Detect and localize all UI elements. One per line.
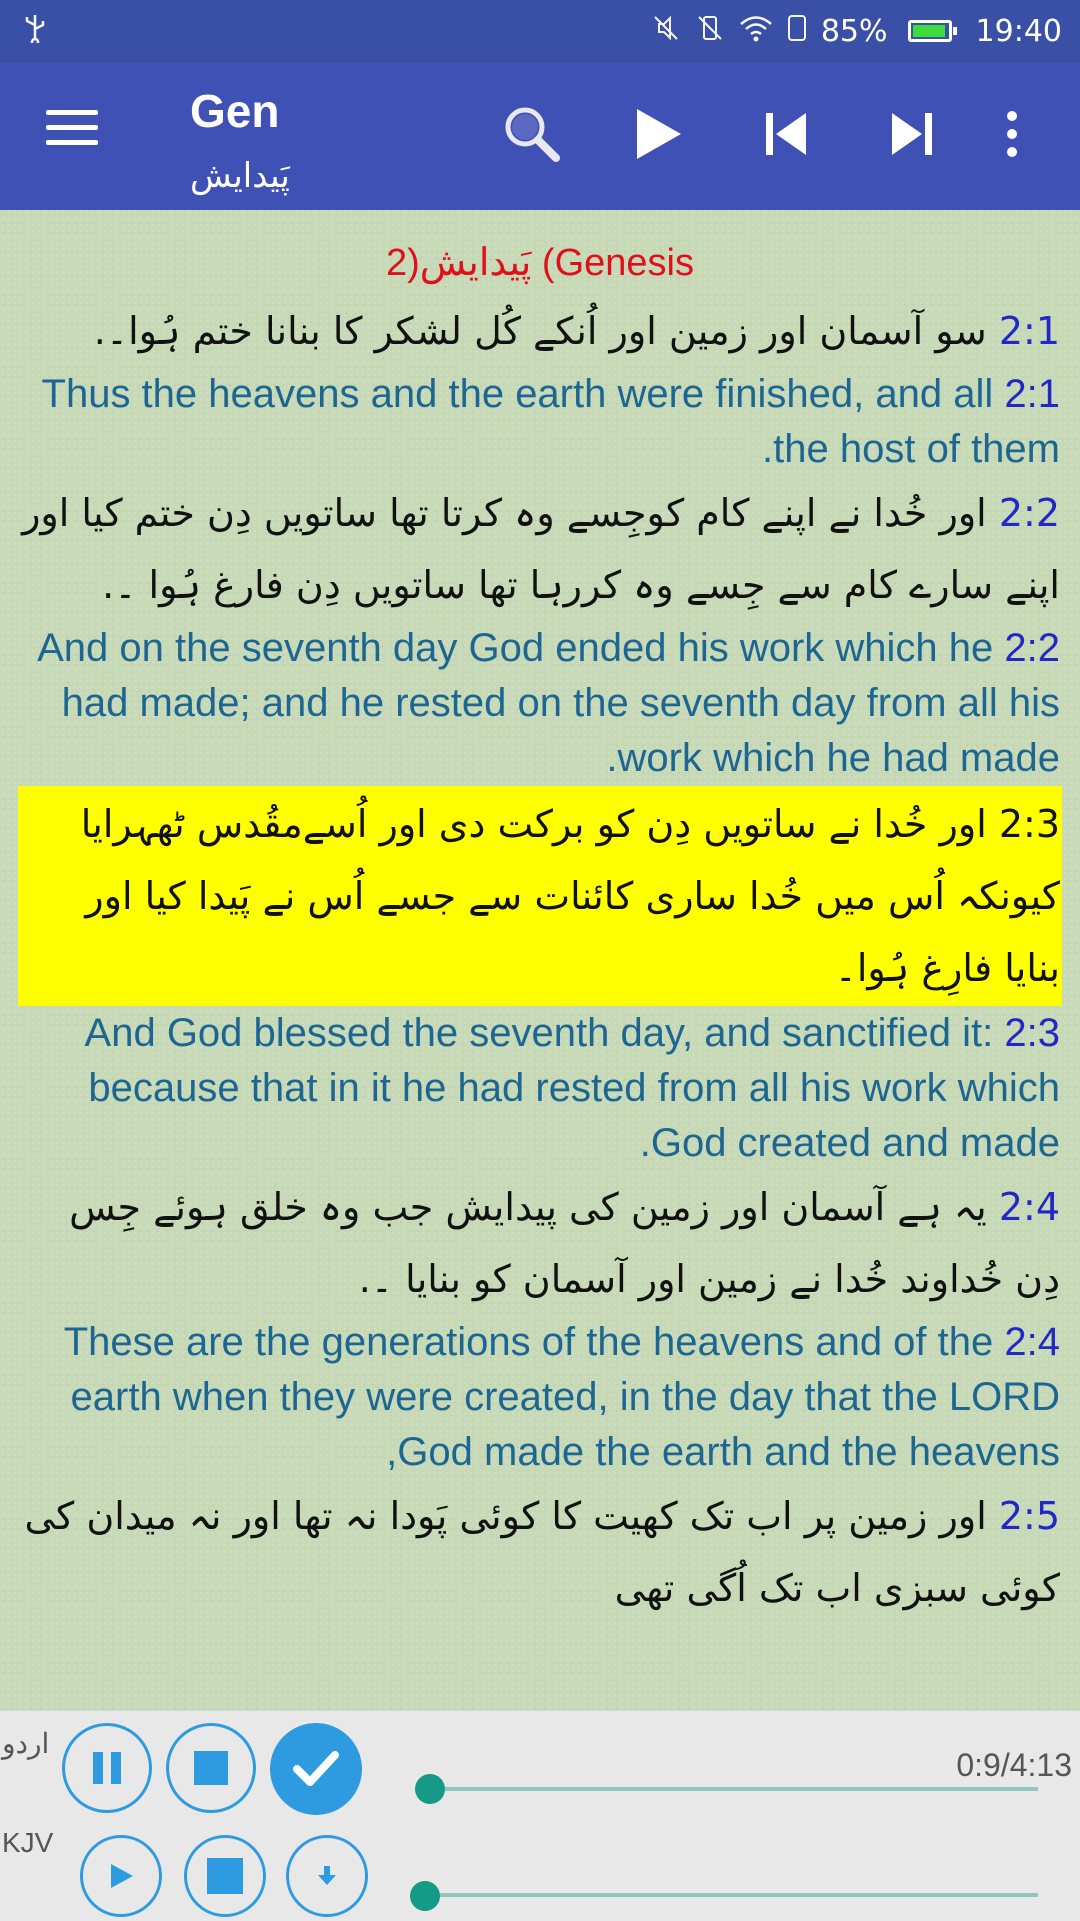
verse-urdu-text: یہ ہے آسمان اور زمین کی پیدایش جب وہ خلق ہوئے جِس دِن خُداوند خُدا نے زمین اور آسمان کو بنایا ۔. (69, 1185, 1060, 1301)
confirm-button[interactable] (270, 1723, 362, 1815)
play-icon[interactable] (626, 102, 690, 166)
pause-button[interactable] (62, 1723, 152, 1813)
battery-icon (908, 20, 952, 42)
check-icon (293, 1749, 339, 1789)
book-title: Gen (190, 85, 280, 137)
menu-button[interactable] (46, 110, 98, 150)
verse-ref: 2:2 (998, 491, 1060, 535)
wifi-icon (739, 13, 773, 50)
verse-english-text: Thus the heavens and the earth were finished, and all the host of them. (41, 372, 1060, 471)
seek-thumb-urdu[interactable] (415, 1774, 445, 1804)
audio-player (0, 1710, 1080, 1921)
verse-ref: 2:3 (998, 802, 1060, 846)
seek-thumb-kjv[interactable] (410, 1881, 440, 1911)
status-icons (651, 13, 1062, 50)
verse-urdu-highlighted[interactable] (18, 786, 1062, 1006)
app-bar (0, 62, 1080, 210)
next-icon[interactable] (880, 102, 944, 166)
seek-track-kjv[interactable] (430, 1893, 1038, 1897)
pause-icon (87, 1748, 127, 1788)
stop-icon (205, 1856, 245, 1896)
stop-icon (192, 1749, 230, 1787)
verse-english[interactable] (0, 1315, 1080, 1480)
play-button-kjv[interactable] (80, 1835, 162, 1917)
download-icon (316, 1864, 338, 1888)
verse-urdu[interactable] (0, 1480, 1080, 1624)
verse-urdu-text: سو آسمان اور زمین اور اُنکے کُل لشکر کا بنانا ختم ہُوا۔. (93, 309, 987, 353)
seek-track-urdu[interactable] (430, 1787, 1038, 1791)
clock: 19:40 (975, 13, 1062, 49)
play-icon (106, 1861, 136, 1891)
verse-english-text: And on the seventh day God ended his work which he had made; and he rested on the seventh day from all his work which he had made. (37, 626, 1060, 780)
download-button[interactable] (286, 1835, 368, 1917)
verse-ref: 2:4 (998, 1185, 1060, 1229)
stop-button-urdu[interactable] (166, 1723, 256, 1813)
verse-urdu-text: اور خُدا نے ساتویں دِن کو برکت دی اور اُسےمقُدس ٹھہرایا کیونکہ اُس میں خُدا ساری کائنات سے جسے اُس نے پَیدا کیا اور بنایا فارِغ ہُوا۔ (80, 802, 1060, 990)
verse-ref: 2:2 (1004, 626, 1060, 670)
verse-urdu[interactable] (0, 295, 1080, 367)
vibrate-off-icon (695, 13, 725, 50)
verse-english[interactable] (0, 621, 1080, 786)
track-label-kjv: KJV (2, 1827, 54, 1858)
sim-icon (787, 14, 807, 49)
verse-english-text: And God blessed the seventh day, and sanctified it: because that in it he had rested from all his work which God created and made. (84, 1011, 1060, 1165)
verse-ref: 2:4 (1004, 1320, 1060, 1364)
battery-percent: 85% (820, 13, 888, 49)
verse-urdu[interactable] (0, 1171, 1080, 1315)
verse-ref: 2:5 (998, 1494, 1060, 1538)
verse-english-text: These are the generations of the heavens and of the earth when they were created, in the day that the LORD God made the earth and the heavens, (63, 1320, 1060, 1474)
chapter-content[interactable] (0, 210, 1080, 1710)
stop-button-kjv[interactable] (184, 1835, 266, 1917)
verse-ref: 2:3 (1004, 1011, 1060, 1055)
search-icon[interactable] (500, 102, 564, 166)
verse-urdu-text: اور زمین پر اب تک کھیت کا کوئی پَودا نہ تھا اور نہ میدان کی کوئی سبزی اب تک اُگی تھی (24, 1494, 1060, 1610)
verse-english[interactable] (0, 1006, 1080, 1171)
usb-icon (22, 13, 48, 50)
verse-urdu-text: اور خُدا نے اپنے کام کوجِسے وہ کرتا تھا ساتویں دِن ختم کیا اور اپنے سارے کام سے جِسے وہ کررہا تھا ساتویں دِن فارغ ہُوا ۔. (22, 491, 1060, 607)
previous-icon[interactable] (754, 102, 818, 166)
playback-time: 0:9/4:13 (956, 1747, 1072, 1783)
overflow-menu-icon[interactable] (990, 102, 1034, 166)
verse-ref: 2:1 (1004, 372, 1060, 416)
track-label-urdu: اردو (2, 1728, 50, 1759)
verse-english[interactable] (0, 367, 1080, 477)
verse-urdu[interactable] (0, 477, 1080, 621)
verse-ref: 2:1 (998, 309, 1060, 353)
book-subtitle: پَیدایش (190, 156, 290, 196)
chapter-heading: پَیدایش(2 (Genesis (386, 242, 694, 284)
mute-icon (651, 13, 681, 50)
status-bar (0, 0, 1080, 62)
